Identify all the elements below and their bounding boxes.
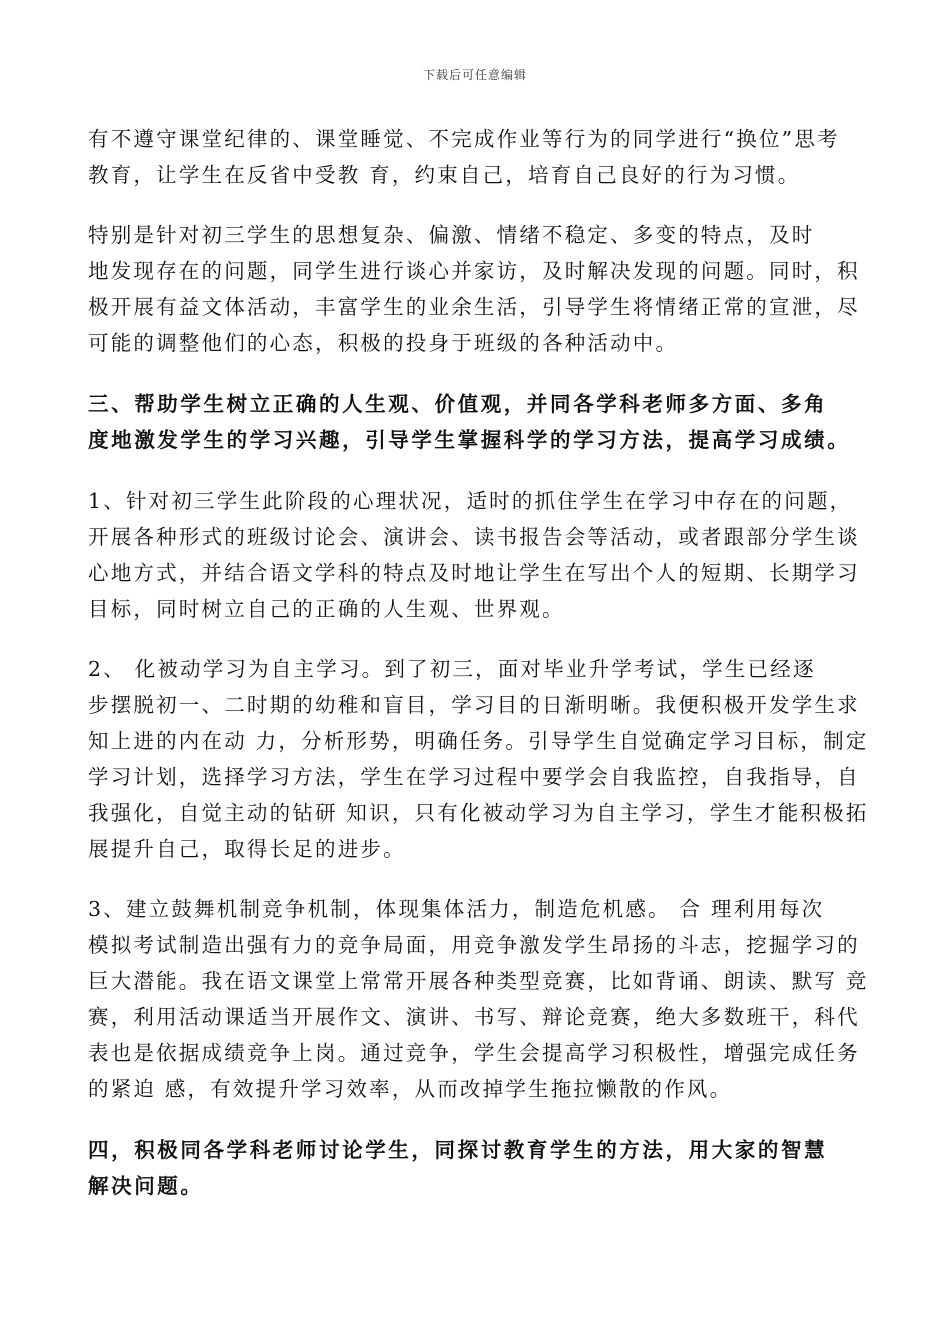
text-line: 模拟考试制造出强有力的竞争局面，用竞争激发学生昂扬的斗志，挖掘学习的	[88, 933, 860, 957]
text-line: 我强化，自觉主动的钻研 知识，只有化被动学习为自主学习，学生才能积极拓	[88, 801, 869, 825]
text-line: 展提升自己，取得长足的进步。	[88, 837, 406, 861]
text-line: 表也是依据成绩竞争上岗。通过竞争，学生会提高学习积极性，增强完成任务	[88, 1041, 860, 1065]
text-line: 1、针对初三学生此阶段的心理状况，适时的抓住学生在学习中存在的问题，	[88, 489, 853, 513]
text-line: 地发现存在的问题，同学生进行谈心并家访，及时解决发现的问题。同时，积	[88, 259, 860, 283]
text-line: 学习计划，选择学习方法，学生在学习过程中要学会自我监控，自我指导，自	[88, 765, 860, 789]
text-line: 赛，利用活动课适当开展作文、演讲、书写、辩论竞赛，绝大多数班干，科代	[88, 1005, 860, 1029]
text-line: 知上进的内在动 力，分析形势，明确任务。引导学生自觉确定学习目标，制定	[88, 729, 869, 753]
section-heading: 三、帮助学生树立正确的人生观、价值观，并同各学科老师多方面、多角	[88, 392, 828, 416]
section-heading: 解决问题。	[88, 1174, 204, 1198]
text-line: 步摆脱初一、二时期的幼稚和盲目，学习目的日渐明晰。我便积极开发学生求	[88, 693, 860, 717]
text-line: 心地方式，并结合语文学科的特点及时地让学生在写出个人的短期、长期学习	[88, 561, 860, 585]
text-line: 的紧迫 感，有效提升学习效率，从而改掉学生拖拉懒散的作风。	[88, 1077, 733, 1101]
text-line: 开展各种形式的班级讨论会、演讲会、读书报告会等活动，或者跟部分学生谈	[88, 525, 860, 549]
section-heading: 四，积极同各学科老师讨论学生，同探讨教育学生的方法，用大家的智慧	[88, 1138, 828, 1162]
text-line: 目标，同时树立自己的正确的人生观、世界观。	[88, 597, 565, 621]
text-line: 巨大潜能。我在语文课堂上常常开展各种类型竞赛，比如背诵、朗读、默写 竞	[88, 969, 869, 993]
text-line: 可能的调整他们的心态，积极的投身于班级的各种活动中。	[88, 331, 679, 355]
text-line: 特别是针对初三学生的思想复杂、偏激、情绪不稳定、多变的特点，及时	[88, 223, 815, 247]
text-line: 极开展有益文体活动，丰富学生的业余生活，引导学生将情绪正常的宣泄，尽	[88, 295, 860, 319]
text-line: 有不遵守课堂纪律的、课堂睡觉、不完成作业等行为的同学进行“换位”思考	[88, 127, 840, 151]
page-header: 下载后可任意编辑	[422, 68, 527, 82]
text-line: 3、建立鼓舞机制竞争机制，体现集体活力，制造危机感。 合 理利用每次	[88, 897, 825, 921]
text-line: 教育，让学生在反省中受教 育，约束自己，培育自己良好的行为习惯。	[88, 163, 801, 187]
text-line: 2、 化被动学习为自主学习。到了初三，面对毕业升学考试，学生已经逐	[88, 657, 816, 681]
section-heading: 度地激发学生的学习兴趣，引导学生掌握科学的学习方法，提高学习成绩。	[88, 428, 851, 452]
